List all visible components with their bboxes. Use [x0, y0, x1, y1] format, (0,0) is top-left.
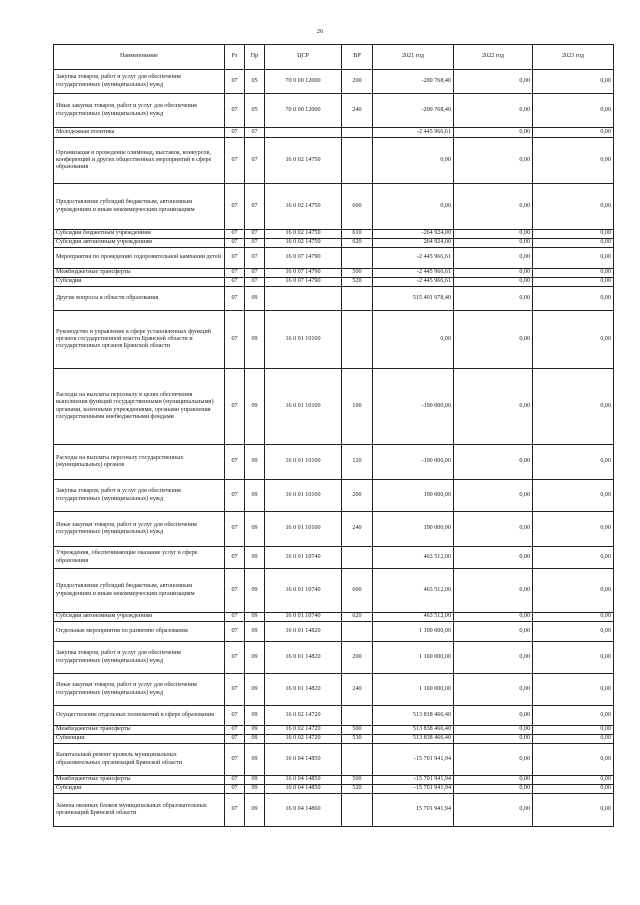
- row-csr-cell: 16 0 04 14860: [265, 794, 342, 827]
- row-vr-cell: [342, 128, 373, 138]
- row-2021-cell: 513 838 466,40: [373, 726, 454, 735]
- row-pr-cell: 09: [245, 642, 265, 674]
- row-2023-cell: 0,00: [533, 547, 614, 569]
- row-vr-cell: 120: [342, 445, 373, 480]
- row-name-cell: Предоставление субсидий бюджетным, автономным учреждениям и иным некоммерческим организациям: [54, 569, 225, 613]
- row-2023-cell: 0,00: [533, 512, 614, 547]
- table-row: [54, 735, 614, 744]
- row-csr-cell: 16 0 01 10100: [265, 480, 342, 512]
- row-name-cell: Субсидии автономным учреждениям: [54, 613, 225, 622]
- table-row: [54, 569, 614, 613]
- row-name-cell: Субвенции: [54, 735, 225, 744]
- row-vr-cell: [342, 744, 373, 776]
- row-pr-cell: 07: [245, 239, 265, 248]
- row-2023-cell: 0,00: [533, 794, 614, 827]
- row-vr-cell: [342, 138, 373, 184]
- header-2021: 2021 год: [373, 45, 454, 70]
- row-2023-cell: 0,00: [533, 269, 614, 278]
- table-row: [54, 642, 614, 674]
- header-2022: 2022 год: [454, 45, 533, 70]
- row-rz-cell: 07: [225, 278, 245, 287]
- row-2023-cell: 0,00: [533, 735, 614, 744]
- row-rz-cell: 07: [225, 239, 245, 248]
- row-pr-cell: 09: [245, 726, 265, 735]
- row-vr-cell: 100: [342, 369, 373, 445]
- row-pr-cell: 07: [245, 128, 265, 138]
- row-vr-cell: 620: [342, 239, 373, 248]
- row-name-cell: Мероприятия по проведению оздоровительной кампании детей: [54, 248, 225, 269]
- row-rz-cell: 07: [225, 744, 245, 776]
- row-vr-cell: 500: [342, 269, 373, 278]
- row-2022-cell: 0,00: [454, 794, 533, 827]
- table-row: [54, 547, 614, 569]
- row-vr-cell: 200: [342, 70, 373, 94]
- row-vr-cell: 610: [342, 230, 373, 239]
- row-2023-cell: 0,00: [533, 248, 614, 269]
- row-csr-cell: 16 0 04 14850: [265, 744, 342, 776]
- row-pr-cell: 09: [245, 311, 265, 369]
- row-vr-cell: 200: [342, 642, 373, 674]
- row-2021-cell: 463 512,00: [373, 547, 454, 569]
- row-csr-cell: 16 0 07 14790: [265, 278, 342, 287]
- row-2021-cell: -190 000,00: [373, 369, 454, 445]
- row-rz-cell: 07: [225, 735, 245, 744]
- row-pr-cell: 07: [245, 248, 265, 269]
- row-2023-cell: 0,00: [533, 278, 614, 287]
- row-csr-cell: 16 0 02 14750: [265, 184, 342, 230]
- row-vr-cell: 500: [342, 726, 373, 735]
- row-2022-cell: 0,00: [454, 642, 533, 674]
- row-vr-cell: 200: [342, 480, 373, 512]
- row-2023-cell: 0,00: [533, 744, 614, 776]
- row-csr-cell: 16 0 02 14750: [265, 138, 342, 184]
- row-2021-cell: 0,00: [373, 138, 454, 184]
- row-2022-cell: 0,00: [454, 248, 533, 269]
- row-2023-cell: 0,00: [533, 94, 614, 128]
- table-row: [54, 613, 614, 622]
- row-csr-cell: [265, 128, 342, 138]
- row-2021-cell: 1 100 000,00: [373, 642, 454, 674]
- row-rz-cell: 07: [225, 269, 245, 278]
- row-2023-cell: 0,00: [533, 706, 614, 726]
- row-rz-cell: 07: [225, 184, 245, 230]
- row-vr-cell: 240: [342, 512, 373, 547]
- header-vr: ВР: [342, 45, 373, 70]
- row-2023-cell: 0,00: [533, 613, 614, 622]
- row-2022-cell: 0,00: [454, 70, 533, 94]
- row-2021-cell: 190 000,00: [373, 512, 454, 547]
- row-name-cell: Закупка товаров, работ и услуг для обеспечения государственных (муниципальных) нужд: [54, 642, 225, 674]
- row-name-cell: Иные закупки товаров, работ и услуг для обеспечения государственных (муниципальных) нужд: [54, 512, 225, 547]
- row-2022-cell: 0,00: [454, 776, 533, 785]
- row-name-cell: Иные закупки товаров, работ и услуг для обеспечения государственных (муниципальных) нужд: [54, 674, 225, 706]
- row-rz-cell: 07: [225, 248, 245, 269]
- row-2022-cell: 0,00: [454, 744, 533, 776]
- row-csr-cell: [265, 287, 342, 311]
- row-pr-cell: 09: [245, 744, 265, 776]
- row-rz-cell: 07: [225, 512, 245, 547]
- row-csr-cell: 16 0 01 14820: [265, 642, 342, 674]
- row-2022-cell: 0,00: [454, 94, 533, 128]
- header-2023: 2023 год: [533, 45, 614, 70]
- row-name-cell: Субсидии: [54, 278, 225, 287]
- row-2021-cell: -200 768,40: [373, 94, 454, 128]
- row-csr-cell: 70 0 00 12000: [265, 70, 342, 94]
- table-row: [54, 239, 614, 248]
- row-name-cell: Другие вопросы в области образования: [54, 287, 225, 311]
- row-name-cell: Межбюджетные трансферты: [54, 726, 225, 735]
- table-row: [54, 311, 614, 369]
- row-name-cell: Капитальный ремонт кровель муниципальных образовательных организаций Брянской области: [54, 744, 225, 776]
- header-pr: Пр: [245, 45, 265, 70]
- row-2023-cell: 0,00: [533, 311, 614, 369]
- row-2021-cell: 513 838 466,40: [373, 735, 454, 744]
- row-2023-cell: 0,00: [533, 480, 614, 512]
- row-2022-cell: 0,00: [454, 230, 533, 239]
- row-rz-cell: 07: [225, 94, 245, 128]
- row-vr-cell: 520: [342, 785, 373, 794]
- table-row: [54, 706, 614, 726]
- row-rz-cell: 07: [225, 706, 245, 726]
- row-pr-cell: 09: [245, 794, 265, 827]
- row-vr-cell: [342, 311, 373, 369]
- row-csr-cell: 16 0 01 14820: [265, 622, 342, 642]
- row-2021-cell: -15 701 941,94: [373, 776, 454, 785]
- header-rz: Рз: [225, 45, 245, 70]
- row-rz-cell: 07: [225, 445, 245, 480]
- row-rz-cell: 07: [225, 138, 245, 184]
- row-2022-cell: 0,00: [454, 622, 533, 642]
- row-name-cell: Руководство и управление в сфере установленных функций органов государственной власти Брянской области и государственных органов Брянской области: [54, 311, 225, 369]
- row-csr-cell: 16 0 02 14720: [265, 726, 342, 735]
- row-name-cell: Субсидии бюджетным учреждениям: [54, 230, 225, 239]
- row-2021-cell: -190 000,00: [373, 445, 454, 480]
- row-pr-cell: 07: [245, 278, 265, 287]
- row-csr-cell: 16 0 04 14850: [265, 776, 342, 785]
- row-2023-cell: 0,00: [533, 70, 614, 94]
- row-2021-cell: -264 924,00: [373, 230, 454, 239]
- table-row: [54, 269, 614, 278]
- row-name-cell: Отдельные мероприятия по развитию образования: [54, 622, 225, 642]
- row-2021-cell: -200 768,40: [373, 70, 454, 94]
- row-2021-cell: 1 100 000,00: [373, 674, 454, 706]
- row-pr-cell: 09: [245, 480, 265, 512]
- row-2022-cell: 0,00: [454, 269, 533, 278]
- row-csr-cell: 16 0 01 10740: [265, 569, 342, 613]
- row-rz-cell: 07: [225, 128, 245, 138]
- table-row: [54, 622, 614, 642]
- row-2023-cell: 0,00: [533, 642, 614, 674]
- row-name-cell: Осуществление отдельных полномочий в сфере образования: [54, 706, 225, 726]
- table-row: [54, 230, 614, 239]
- row-name-cell: Предоставление субсидий бюджетным, автономным учреждениям и иным некоммерческим организациям: [54, 184, 225, 230]
- row-rz-cell: 07: [225, 230, 245, 239]
- page-number: 26: [316, 28, 324, 35]
- row-2022-cell: 0,00: [454, 785, 533, 794]
- row-pr-cell: 07: [245, 138, 265, 184]
- row-rz-cell: 07: [225, 674, 245, 706]
- row-2022-cell: 0,00: [454, 547, 533, 569]
- row-pr-cell: 09: [245, 706, 265, 726]
- row-vr-cell: [342, 287, 373, 311]
- row-rz-cell: 07: [225, 622, 245, 642]
- row-pr-cell: 09: [245, 613, 265, 622]
- row-rz-cell: 07: [225, 480, 245, 512]
- row-pr-cell: 09: [245, 512, 265, 547]
- row-2022-cell: 0,00: [454, 138, 533, 184]
- row-csr-cell: 16 0 02 14750: [265, 230, 342, 239]
- row-pr-cell: 09: [245, 622, 265, 642]
- table-row: [54, 138, 614, 184]
- table-row: [54, 794, 614, 827]
- row-vr-cell: 620: [342, 613, 373, 622]
- row-pr-cell: 09: [245, 674, 265, 706]
- row-2021-cell: 463 512,00: [373, 569, 454, 613]
- row-2022-cell: 0,00: [454, 278, 533, 287]
- row-2023-cell: 0,00: [533, 128, 614, 138]
- row-2022-cell: 0,00: [454, 735, 533, 744]
- row-pr-cell: 07: [245, 269, 265, 278]
- row-name-cell: Закупка товаров, работ и услуг для обеспечения государственных (муниципальных) нужд: [54, 480, 225, 512]
- row-csr-cell: 16 0 02 14720: [265, 706, 342, 726]
- row-csr-cell: 16 0 07 14790: [265, 269, 342, 278]
- row-2022-cell: 0,00: [454, 480, 533, 512]
- row-2023-cell: 0,00: [533, 569, 614, 613]
- row-pr-cell: 09: [245, 735, 265, 744]
- row-2022-cell: 0,00: [454, 726, 533, 735]
- row-vr-cell: 520: [342, 278, 373, 287]
- row-2022-cell: 0,00: [454, 674, 533, 706]
- row-vr-cell: [342, 622, 373, 642]
- row-2023-cell: 0,00: [533, 287, 614, 311]
- row-rz-cell: 07: [225, 369, 245, 445]
- row-2021-cell: -15 701 941,94: [373, 785, 454, 794]
- row-vr-cell: 530: [342, 735, 373, 744]
- row-2021-cell: 0,00: [373, 311, 454, 369]
- row-rz-cell: 07: [225, 726, 245, 735]
- row-2022-cell: 0,00: [454, 512, 533, 547]
- row-rz-cell: 07: [225, 613, 245, 622]
- row-name-cell: Межбюджетные трансферты: [54, 269, 225, 278]
- header-csr: ЦСР: [265, 45, 342, 70]
- row-vr-cell: [342, 547, 373, 569]
- row-2023-cell: 0,00: [533, 726, 614, 735]
- row-2023-cell: 0,00: [533, 785, 614, 794]
- row-2021-cell: -2 445 966,61: [373, 278, 454, 287]
- row-2023-cell: 0,00: [533, 622, 614, 642]
- row-pr-cell: 09: [245, 569, 265, 613]
- table-row: [54, 184, 614, 230]
- table-header-row: [54, 45, 614, 70]
- row-vr-cell: 600: [342, 184, 373, 230]
- row-2023-cell: 0,00: [533, 369, 614, 445]
- row-rz-cell: 07: [225, 547, 245, 569]
- row-name-cell: Субсидии автономным учреждениям: [54, 239, 225, 248]
- row-csr-cell: 16 0 02 14720: [265, 735, 342, 744]
- row-pr-cell: 09: [245, 776, 265, 785]
- table-row: [54, 94, 614, 128]
- row-pr-cell: 09: [245, 445, 265, 480]
- row-pr-cell: 05: [245, 94, 265, 128]
- row-pr-cell: 09: [245, 287, 265, 311]
- row-2023-cell: 0,00: [533, 239, 614, 248]
- row-name-cell: Субсидии: [54, 785, 225, 794]
- row-name-cell: Закупка товаров, работ и услуг для обеспечения государственных (муниципальных) нужд: [54, 70, 225, 94]
- row-2021-cell: -15 701 941,94: [373, 744, 454, 776]
- row-2023-cell: 0,00: [533, 184, 614, 230]
- row-2023-cell: 0,00: [533, 445, 614, 480]
- budget-table: [53, 44, 614, 827]
- table-row: [54, 369, 614, 445]
- row-rz-cell: 07: [225, 311, 245, 369]
- row-pr-cell: 09: [245, 369, 265, 445]
- row-csr-cell: 16 0 07 14790: [265, 248, 342, 269]
- row-vr-cell: [342, 794, 373, 827]
- row-rz-cell: 07: [225, 794, 245, 827]
- row-2021-cell: 190 000,00: [373, 480, 454, 512]
- row-vr-cell: 500: [342, 776, 373, 785]
- row-name-cell: Организация и проведение олимпиад, выставок, конкурсов, конференций и других общественных мероприятий в сфере образования: [54, 138, 225, 184]
- row-csr-cell: 16 0 01 10740: [265, 613, 342, 622]
- row-name-cell: Расходы на выплаты персоналу в целях обеспечения выполнения функций государственными (муниципальными) органами, казенными учреждениями, органами управления государственными внебюджетными фондами: [54, 369, 225, 445]
- table-row: [54, 480, 614, 512]
- row-csr-cell: 70 0 00 12000: [265, 94, 342, 128]
- row-csr-cell: 16 0 04 14850: [265, 785, 342, 794]
- row-rz-cell: 07: [225, 642, 245, 674]
- row-2021-cell: -2 445 966,61: [373, 128, 454, 138]
- row-csr-cell: 16 0 01 10100: [265, 512, 342, 547]
- row-pr-cell: 09: [245, 785, 265, 794]
- row-pr-cell: 09: [245, 547, 265, 569]
- row-vr-cell: [342, 706, 373, 726]
- table-body: [54, 70, 614, 827]
- row-2022-cell: 0,00: [454, 369, 533, 445]
- row-2022-cell: 0,00: [454, 706, 533, 726]
- row-rz-cell: 07: [225, 70, 245, 94]
- row-csr-cell: 16 0 01 14820: [265, 674, 342, 706]
- row-name-cell: Учреждения, обеспечивающие оказание услуг в сфере образования: [54, 547, 225, 569]
- row-2021-cell: 264 924,00: [373, 239, 454, 248]
- row-csr-cell: 16 0 01 10100: [265, 369, 342, 445]
- row-rz-cell: 07: [225, 569, 245, 613]
- row-csr-cell: 16 0 02 14750: [265, 239, 342, 248]
- row-2021-cell: 515 401 978,40: [373, 287, 454, 311]
- row-name-cell: Молодежная политика: [54, 128, 225, 138]
- row-name-cell: Замена оконных блоков муниципальных образовательных организаций Брянской области: [54, 794, 225, 827]
- row-2021-cell: -2 445 966,61: [373, 269, 454, 278]
- row-name-cell: Межбюджетные трансферты: [54, 776, 225, 785]
- table-row: [54, 278, 614, 287]
- row-2021-cell: 15 701 941,94: [373, 794, 454, 827]
- row-2023-cell: 0,00: [533, 674, 614, 706]
- row-vr-cell: [342, 248, 373, 269]
- row-rz-cell: 07: [225, 776, 245, 785]
- row-2021-cell: -2 445 966,61: [373, 248, 454, 269]
- row-2023-cell: 0,00: [533, 138, 614, 184]
- table-row: [54, 128, 614, 138]
- table-row: [54, 287, 614, 311]
- table-row: [54, 445, 614, 480]
- row-2022-cell: 0,00: [454, 613, 533, 622]
- table-row: [54, 726, 614, 735]
- row-2022-cell: 0,00: [454, 128, 533, 138]
- row-2021-cell: 513 838 466,40: [373, 706, 454, 726]
- row-2022-cell: 0,00: [454, 287, 533, 311]
- row-2021-cell: 1 100 000,00: [373, 622, 454, 642]
- row-vr-cell: 240: [342, 674, 373, 706]
- row-name-cell: Расходы на выплаты персоналу государственных (муниципальных) органов: [54, 445, 225, 480]
- table-row: [54, 785, 614, 794]
- table-row: [54, 744, 614, 776]
- row-2022-cell: 0,00: [454, 184, 533, 230]
- row-csr-cell: 16 0 01 10740: [265, 547, 342, 569]
- row-2022-cell: 0,00: [454, 445, 533, 480]
- row-pr-cell: 05: [245, 70, 265, 94]
- row-name-cell: Иные закупки товаров, работ и услуг для обеспечения государственных (муниципальных) нужд: [54, 94, 225, 128]
- row-2021-cell: 0,00: [373, 184, 454, 230]
- row-2023-cell: 0,00: [533, 230, 614, 239]
- header-name: Наименование: [54, 45, 225, 70]
- table-row: [54, 512, 614, 547]
- row-rz-cell: 07: [225, 287, 245, 311]
- row-pr-cell: 07: [245, 230, 265, 239]
- row-2021-cell: 463 512,00: [373, 613, 454, 622]
- row-csr-cell: 16 0 01 10100: [265, 311, 342, 369]
- row-2022-cell: 0,00: [454, 569, 533, 613]
- row-vr-cell: 240: [342, 94, 373, 128]
- row-2022-cell: 0,00: [454, 311, 533, 369]
- row-pr-cell: 07: [245, 184, 265, 230]
- row-csr-cell: 16 0 01 10100: [265, 445, 342, 480]
- row-2023-cell: 0,00: [533, 776, 614, 785]
- table-row: [54, 776, 614, 785]
- row-rz-cell: 07: [225, 785, 245, 794]
- row-vr-cell: 600: [342, 569, 373, 613]
- table-row: [54, 674, 614, 706]
- table-row: [54, 70, 614, 94]
- row-2022-cell: 0,00: [454, 239, 533, 248]
- table-row: [54, 248, 614, 269]
